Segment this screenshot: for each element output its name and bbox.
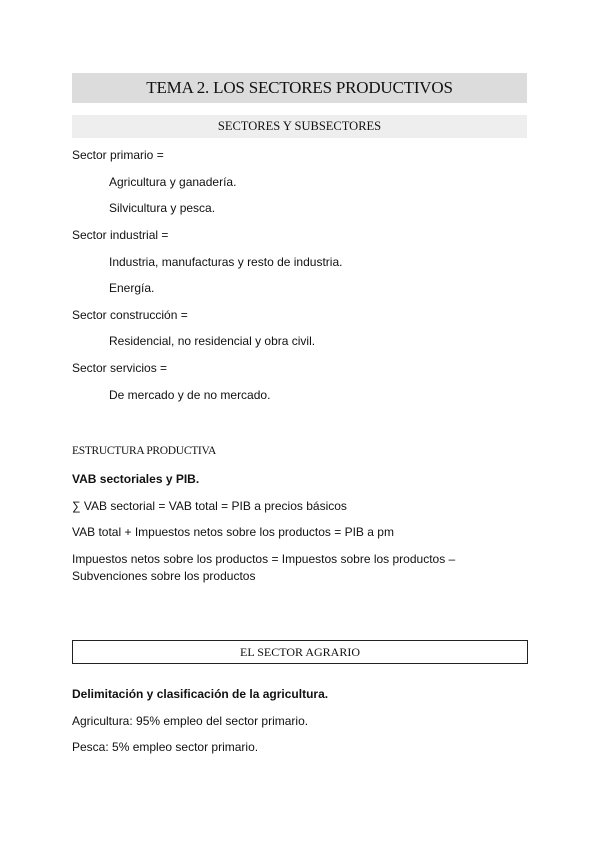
sector-item: Silvicultura y pesca. bbox=[109, 201, 216, 215]
page-title: TEMA 2. LOS SECTORES PRODUCTIVOS bbox=[72, 73, 527, 103]
subheading-vab: VAB sectoriales y PIB. bbox=[72, 472, 200, 486]
sector-label-primario: Sector primario = bbox=[72, 148, 164, 162]
formula-line: VAB total + Impuestos netos sobre los productos = PIB a pm bbox=[72, 525, 394, 539]
sector-item: Energía. bbox=[109, 281, 155, 295]
sector-item: Residencial, no residencial y obra civil. bbox=[109, 334, 316, 348]
subheading-agricultura: Delimitación y clasificación de la agricultura. bbox=[72, 687, 329, 701]
sector-label-construccion: Sector construcción = bbox=[72, 308, 188, 322]
section-heading-agrario: EL SECTOR AGRARIO bbox=[72, 640, 528, 664]
sector-item: Agricultura y ganadería. bbox=[109, 175, 237, 189]
sector-item: De mercado y de no mercado. bbox=[109, 388, 271, 402]
sector-label-servicios: Sector servicios = bbox=[72, 361, 168, 375]
section-heading-estructura: ESTRUCTURA PRODUCTIVA bbox=[72, 445, 216, 457]
text-line: Pesca: 5% empleo sector primario. bbox=[72, 740, 259, 754]
sector-label-industrial: Sector industrial = bbox=[72, 228, 169, 242]
formula-paragraph: Impuestos netos sobre los productos = Impuestos sobre los productos – Subvenciones sobre los productos bbox=[72, 552, 456, 583]
formula-line: ∑ VAB sectorial = VAB total = PIB a precios básicos bbox=[72, 499, 347, 513]
text-line: Agricultura: 95% empleo del sector primario. bbox=[72, 714, 309, 728]
section-heading-sectores: SECTORES Y SUBSECTORES bbox=[72, 115, 527, 138]
sector-item: Industria, manufacturas y resto de industria. bbox=[109, 255, 343, 269]
